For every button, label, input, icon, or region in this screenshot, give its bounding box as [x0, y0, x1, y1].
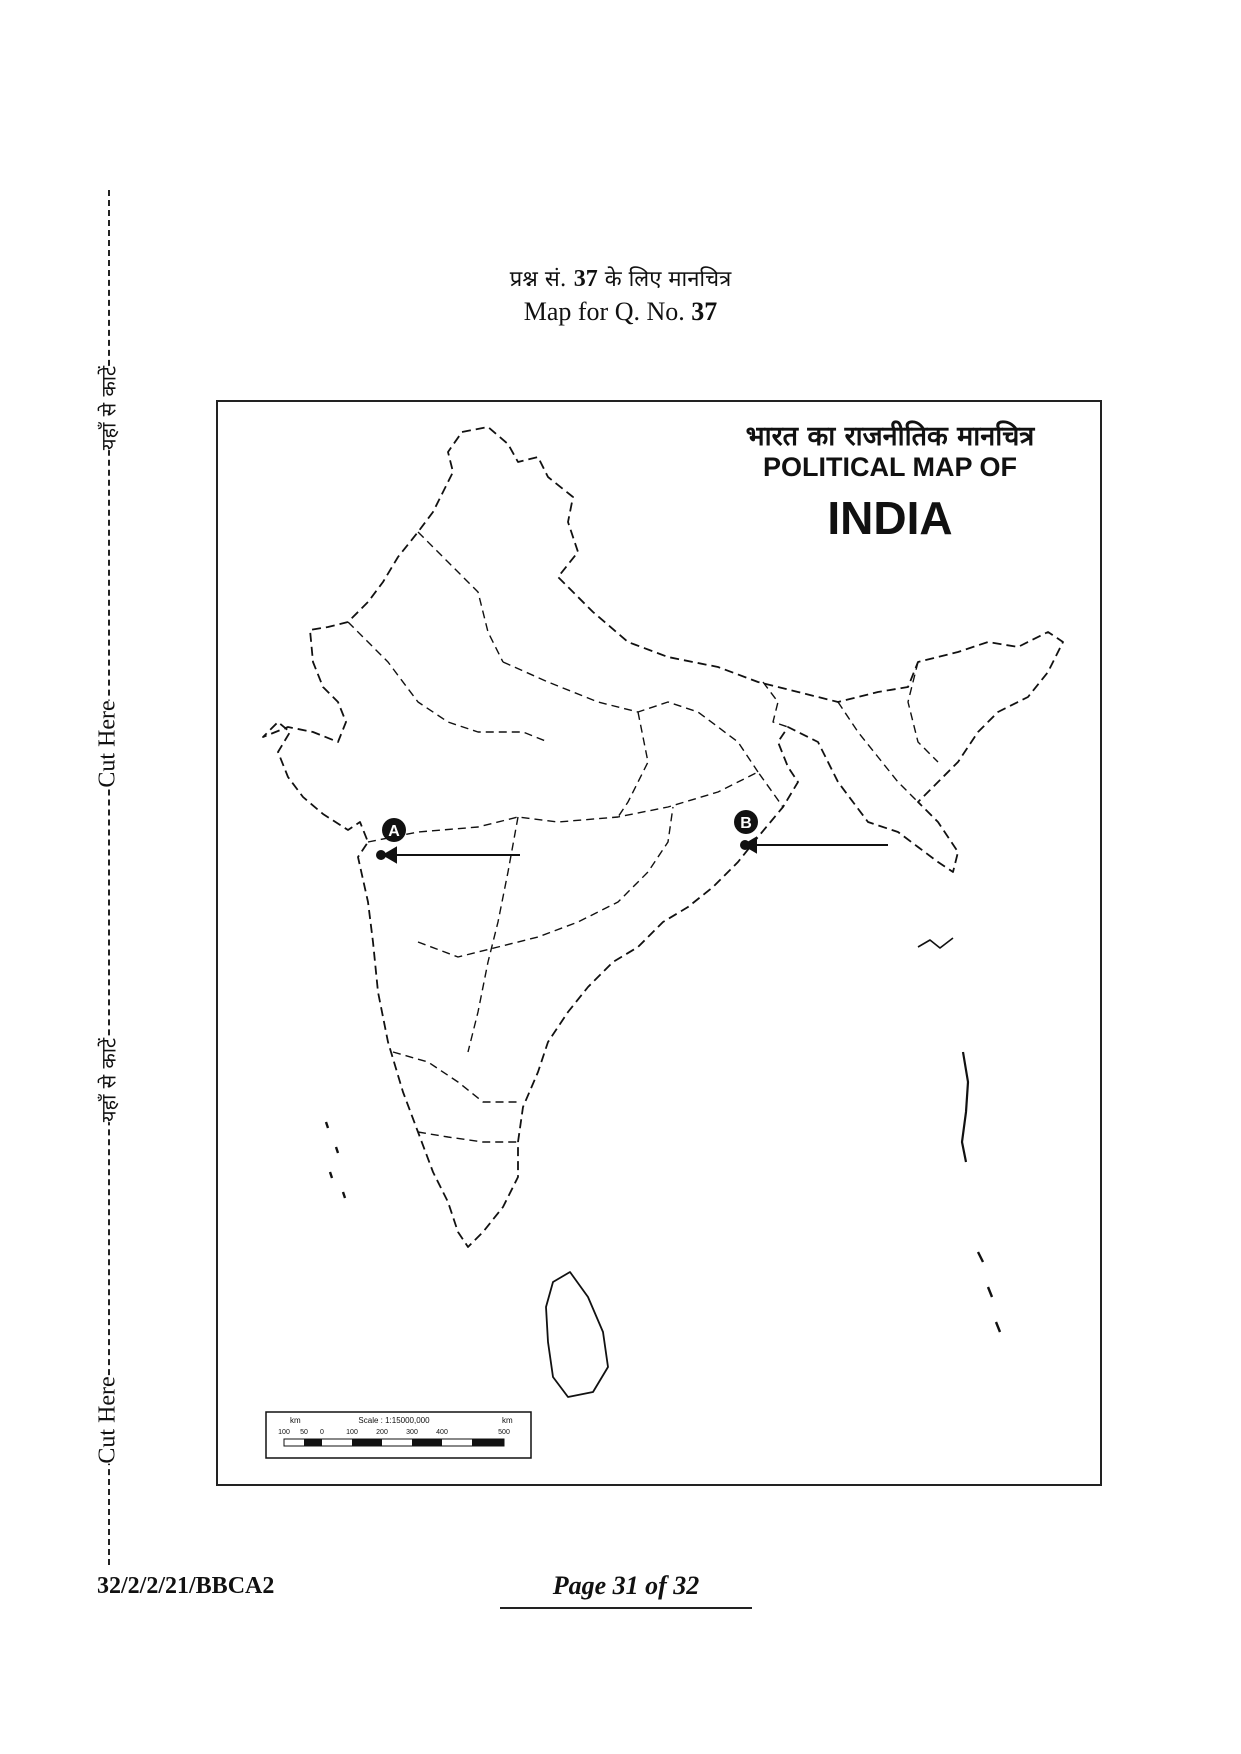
coast-islands [918, 938, 953, 948]
marker-a-label: A [388, 823, 400, 840]
andaman-islands [962, 1052, 968, 1162]
map-title-line2: INDIA [827, 492, 953, 544]
india-outline [263, 427, 1063, 1247]
paper-code: 32/2/2/21/BBCA2 [97, 1573, 275, 1599]
scale-tick-label: 100 [278, 1429, 290, 1436]
heading-hindi-prefix: प्रश्न सं. [509, 267, 567, 292]
page-number: Page 31 of 32 [500, 1571, 752, 1609]
state-border [418, 1132, 518, 1142]
map-heading-hindi [0, 263, 1241, 293]
scale-tick-label: 400 [436, 1429, 448, 1436]
map-frame [216, 400, 1102, 1486]
state-border [368, 772, 783, 842]
state-border [418, 807, 673, 957]
sri-lanka-outline [546, 1272, 608, 1397]
scale-unit-left: km [290, 1416, 301, 1425]
india-map [218, 402, 1100, 1484]
heading-hindi-suffix: के लिए मानचित्र [604, 267, 732, 292]
scale-tick-label: 50 [300, 1429, 308, 1436]
scale-text: Scale : 1:15000,000 [358, 1416, 430, 1425]
scale-tick-label: 300 [406, 1429, 418, 1436]
map-title-line1: POLITICAL MAP OF [762, 452, 1017, 482]
arrow-a [384, 848, 520, 862]
scale-unit-right: km [502, 1416, 513, 1425]
scale-tick-label: 500 [498, 1429, 510, 1436]
state-border [393, 1052, 518, 1102]
lakshadweep-islands [326, 1122, 345, 1198]
question-number: 37 [573, 266, 598, 292]
cut-label-hindi: यहाँ से काटें [89, 366, 128, 450]
state-border [838, 702, 918, 802]
map-heading-english [0, 297, 1241, 327]
state-border [503, 662, 758, 772]
nicobar-islands [978, 1252, 1000, 1332]
state-border [348, 622, 548, 742]
state-border [468, 817, 518, 1052]
cut-label: Cut Here [89, 1376, 128, 1463]
cut-label: Cut Here [89, 700, 128, 787]
scale-tick-label: 100 [346, 1429, 358, 1436]
state-border [418, 532, 503, 662]
marker-b-label: B [740, 815, 752, 832]
scale-bar [266, 1412, 531, 1458]
map-title-hindi: भारत का राजनीतिक मानचित्र [745, 421, 1035, 452]
scale-tick-label: 0 [320, 1429, 324, 1436]
cut-label-hindi: यहाँ से काटें [89, 1038, 128, 1122]
state-border [618, 712, 648, 817]
arrow-b [744, 838, 888, 852]
scale-tick-label: 200 [376, 1429, 388, 1436]
question-number: 37 [691, 297, 718, 326]
heading-english-prefix: Map for Q. No. [523, 297, 685, 326]
